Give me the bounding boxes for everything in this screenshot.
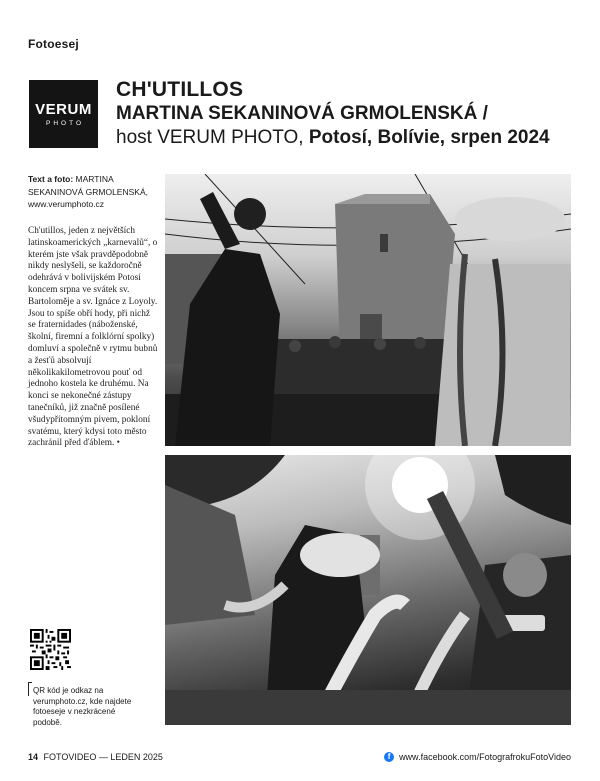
credit-website[interactable]: www.verumphoto.cz — [28, 199, 105, 209]
body-text: Ch'utillos, jeden z největších latinskoamerických „karnevalů“, o kterém jste však pravděpodobně nikdy neslyšeli, se každoročně odehrává v bolivijském Potosí koncem srpna ve svátek sv. Bartoloměje a sv. Ignáce z Loyoly. Jsou to spíše obří hody, při nichž se fraternidades (náboženské, školní, firemní a folklórní spolky) domluví a společně v rytmu bubnů a žesťů absolvují několikakilometrovou pouť od jednoho kostela ke druhému. Na konci se nekonečné zástupy tanečníků, již značně posílené všudypřítomným pivem, pokloní svatému, který kdysi toto město zachránil před ďáblem. • — [28, 226, 158, 449]
section-label: Fotoesej — [28, 37, 79, 51]
article-title — [116, 78, 586, 150]
logo-line-2: PHOTO — [46, 119, 84, 127]
title-host: host VERUM PHOTO, — [116, 127, 309, 148]
page-number: 14 — [28, 752, 39, 762]
qr-code-image — [30, 629, 71, 670]
photo-1-illustration — [165, 174, 571, 446]
verum-photo-logo — [29, 80, 98, 148]
facebook-icon: f — [384, 752, 394, 762]
credit-author: MARTINA SEKANINOVÁ GRMOLENSKÁ, — [28, 174, 148, 197]
qr-caption: QR kód je odkaz na verumphoto.cz, kde najdete fotoeseje v nezkrácené podobě. — [33, 686, 132, 727]
credit — [28, 173, 156, 211]
logo-line-1: VERUM — [35, 100, 92, 118]
title-subtitle — [116, 126, 586, 150]
credit-label: Text a foto: — [28, 174, 74, 184]
facebook-link[interactable]: www.facebook.com/FotografrokuFotoVideo — [399, 752, 571, 762]
title-main: CH'UTILLOS — [116, 78, 244, 101]
qr-caption-bracket — [28, 682, 32, 696]
title-author: MARTINA SEKANINOVÁ GRMOLENSKÁ / — [116, 103, 488, 124]
footer-left — [28, 752, 163, 762]
title-location: Potosí, Bolívie, srpen 2024 — [308, 127, 550, 148]
qr-code[interactable] — [30, 629, 71, 670]
photo-procession-street — [165, 174, 571, 446]
photo-costumed-dancers — [165, 455, 571, 725]
footer-right[interactable] — [384, 752, 571, 762]
magazine-issue: FOTOVIDEO — LEDEN 2025 — [43, 752, 163, 762]
photo-2-illustration — [165, 455, 571, 725]
